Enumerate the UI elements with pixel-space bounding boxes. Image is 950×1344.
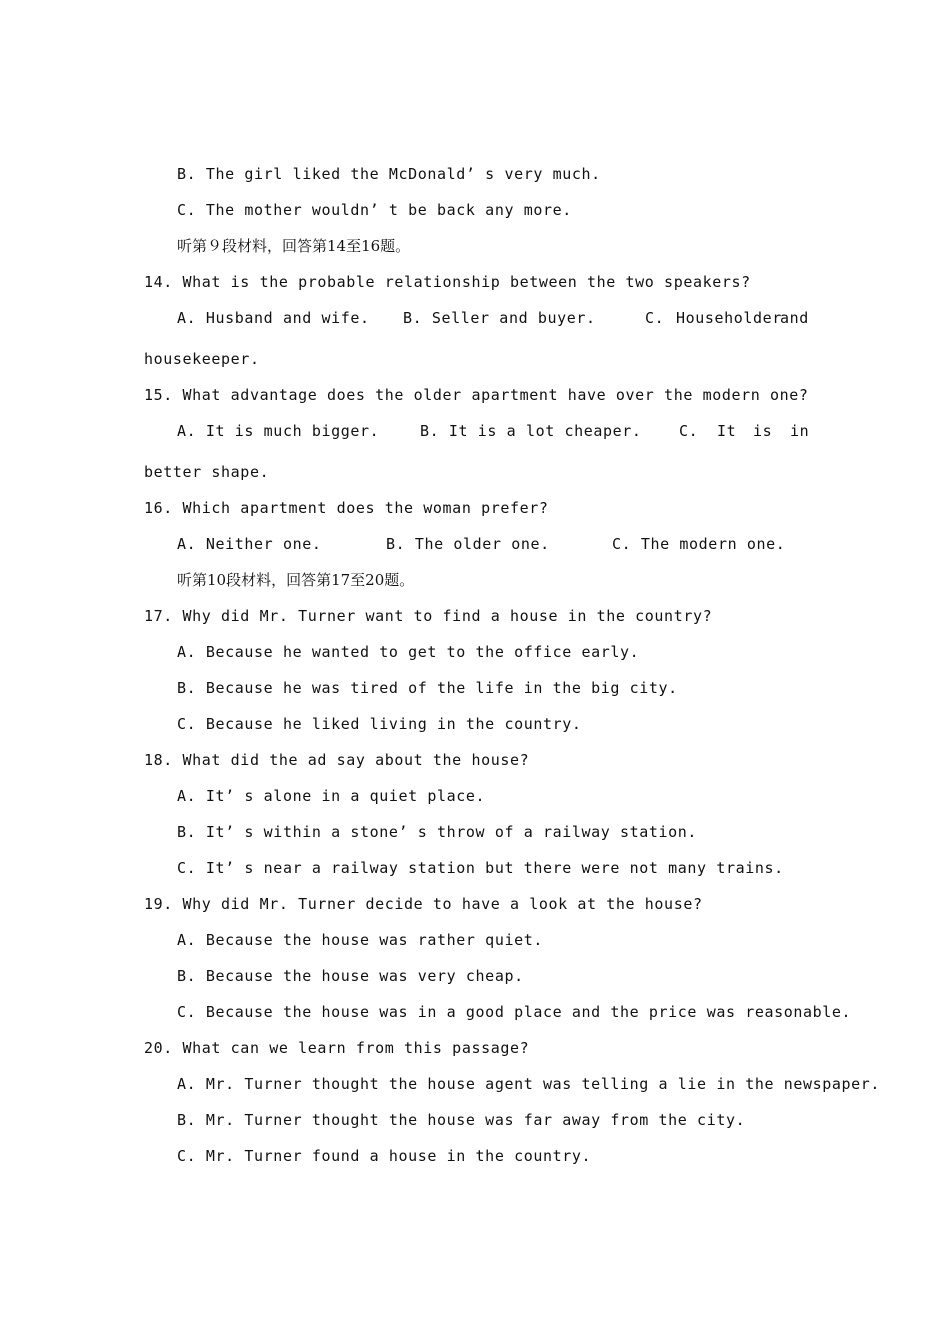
q20-option-b: B. Mr. Turner thought the house was far away from the city. [177,1111,746,1129]
q15-option-c-letter: C. [679,422,699,440]
section-9-heading: 听第９段材料，回答第14至16题。 [177,237,411,255]
q15-option-c-word1: It [717,422,737,440]
q13-option-c: C. The mother wouldn’ t be back any more. [177,201,572,219]
q13-option-b: B. The girl liked the McDonald’ s very much. [177,165,601,183]
q17-option-b: B. Because he was tired of the life in the big city. [177,679,678,697]
q19-option-c: C. Because the house was in a good place and the price was reasonable. [177,1003,852,1021]
q16-option-a: A. Neither one. [177,535,322,553]
q14-option-c-continued: housekeeper. [144,350,260,368]
q14-option-a: A. Husband and wife. [177,309,370,327]
q14-option-c-word: Householder [676,309,782,327]
q18-option-a: A. It’ s alone in a quiet place. [177,787,486,805]
section-10-heading: 听第10段材料，回答第17至20题。 [177,571,415,589]
q14-option-b: B. Seller and buyer. [403,309,596,327]
q20-question: 20. What can we learn from this passage? [144,1039,530,1057]
q15-question: 15. What advantage does the older apartment have over the modern one? [144,386,809,404]
q18-option-b: B. It’ s within a stone’ s throw of a railway station. [177,823,698,841]
q20-option-c: C. Mr. Turner found a house in the country. [177,1147,592,1165]
q17-option-c: C. Because he liked living in the country. [177,715,582,733]
q16-option-b: B. The older one. [386,535,550,553]
q17-question: 17. Why did Mr. Turner want to find a house in the country? [144,607,713,625]
q15-option-c-continued: better shape. [144,463,270,481]
q14-question: 14. What is the probable relationship between the two speakers? [144,273,751,291]
q20-option-a: A. Mr. Turner thought the house agent was telling a lie in the newspaper. [177,1075,881,1093]
q14-option-c-word2: and [780,309,809,327]
q19-option-a: A. Because the house was rather quiet. [177,931,543,949]
q19-option-b: B. Because the house was very cheap. [177,967,524,985]
q15-option-c-word2: is [753,422,773,440]
q17-option-a: A. Because he wanted to get to the office early. [177,643,640,661]
q16-option-c: C. The modern one. [612,535,786,553]
q14-option-c-letter: C. [645,309,665,327]
q19-question: 19. Why did Mr. Turner decide to have a look at the house? [144,895,703,913]
q18-option-c: C. It’ s near a railway station but there were not many trains. [177,859,784,877]
q16-question: 16. Which apartment does the woman prefer? [144,499,549,517]
q15-option-a: A. It is much bigger. [177,422,380,440]
q15-option-b: B. It is a lot cheaper. [420,422,642,440]
q18-question: 18. What did the ad say about the house? [144,751,530,769]
q15-option-c-word3: in [790,422,810,440]
